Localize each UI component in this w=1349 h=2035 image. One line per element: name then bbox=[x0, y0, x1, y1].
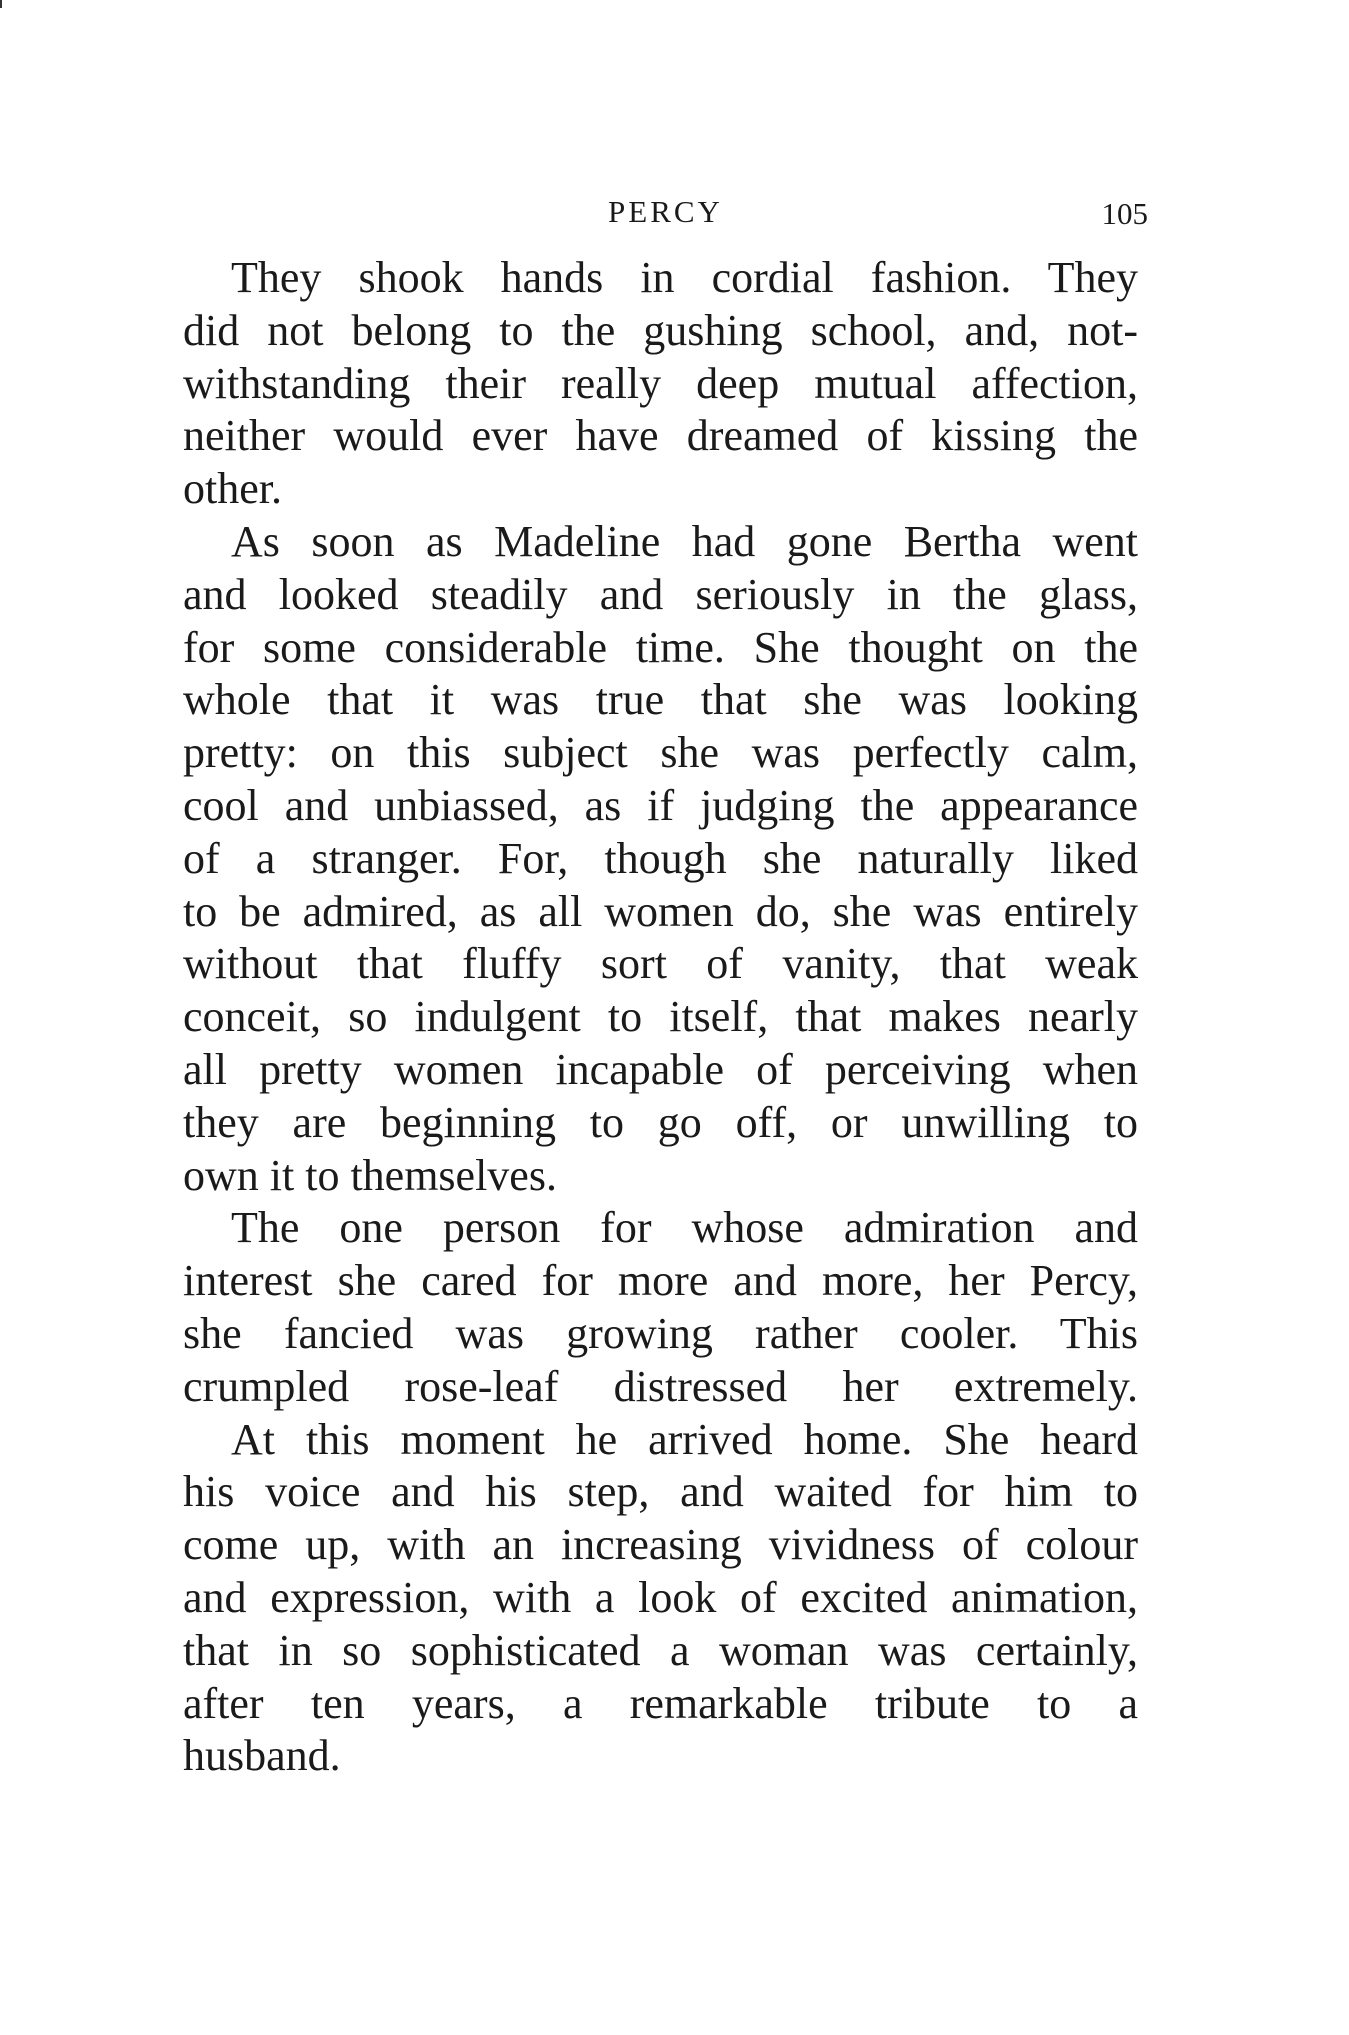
text-line: and looked steadily and seriously in the glass, bbox=[183, 569, 1138, 619]
text-line: they are beginning to go off, or unwilling to bbox=[183, 1097, 1138, 1147]
text-line: crumpled rose-leaf distressed her extremely. bbox=[183, 1361, 1138, 1411]
text-line: withstanding their really deep mutual affection, bbox=[183, 358, 1138, 408]
text-line: husband. bbox=[183, 1731, 341, 1781]
text-line: conceit, so indulgent to itself, that makes nearly bbox=[183, 992, 1138, 1042]
text-line: all pretty women incapable of perceiving when bbox=[183, 1044, 1138, 1094]
text-line: did not belong to the gushing school, and, not- bbox=[183, 305, 1138, 355]
text-line: that in so sophisticated a woman was certainly, bbox=[183, 1625, 1138, 1675]
text-line: At this moment he arrived home. She heard bbox=[231, 1414, 1138, 1464]
text-line: for some considerable time. She thought on the bbox=[183, 622, 1138, 672]
text-line: come up, with an increasing vividness of colour bbox=[183, 1520, 1138, 1570]
text-line: whole that it was true that she was looking bbox=[183, 675, 1138, 725]
text-line: his voice and his step, and waited for him to bbox=[183, 1467, 1138, 1517]
text-line: interest she cared for more and more, her Percy, bbox=[183, 1256, 1138, 1306]
body-text bbox=[183, 252, 1138, 1783]
text-line: The one person for whose admiration and bbox=[231, 1203, 1138, 1253]
page-number: 105 bbox=[1101, 196, 1148, 231]
text-line: she fancied was growing rather cooler. This bbox=[183, 1308, 1138, 1358]
text-line: of a stranger. For, though she naturally liked bbox=[183, 833, 1138, 883]
text-line: cool and unbiassed, as if judging the appearance bbox=[183, 780, 1138, 830]
text-line: neither would ever have dreamed of kissing the bbox=[183, 411, 1138, 461]
text-line: pretty: on this subject she was perfectly calm, bbox=[183, 728, 1138, 778]
text-line: own it to themselves. bbox=[183, 1150, 557, 1200]
text-line: without that fluffy sort of vanity, that weak bbox=[183, 939, 1138, 989]
text-line: after ten years, a remarkable tribute to a bbox=[183, 1678, 1138, 1728]
text-line: to be admired, as all women do, she was entirely bbox=[183, 886, 1138, 936]
text-line: and expression, with a look of excited animation, bbox=[183, 1572, 1138, 1622]
running-head bbox=[183, 192, 1148, 240]
text-line: They shook hands in cordial fashion. They bbox=[231, 253, 1138, 302]
text-line: other. bbox=[183, 464, 282, 514]
text-line: As soon as Madeline had gone Bertha went bbox=[231, 516, 1138, 566]
scan-mark bbox=[0, 0, 2, 8]
running-title: PERCY bbox=[608, 194, 723, 229]
